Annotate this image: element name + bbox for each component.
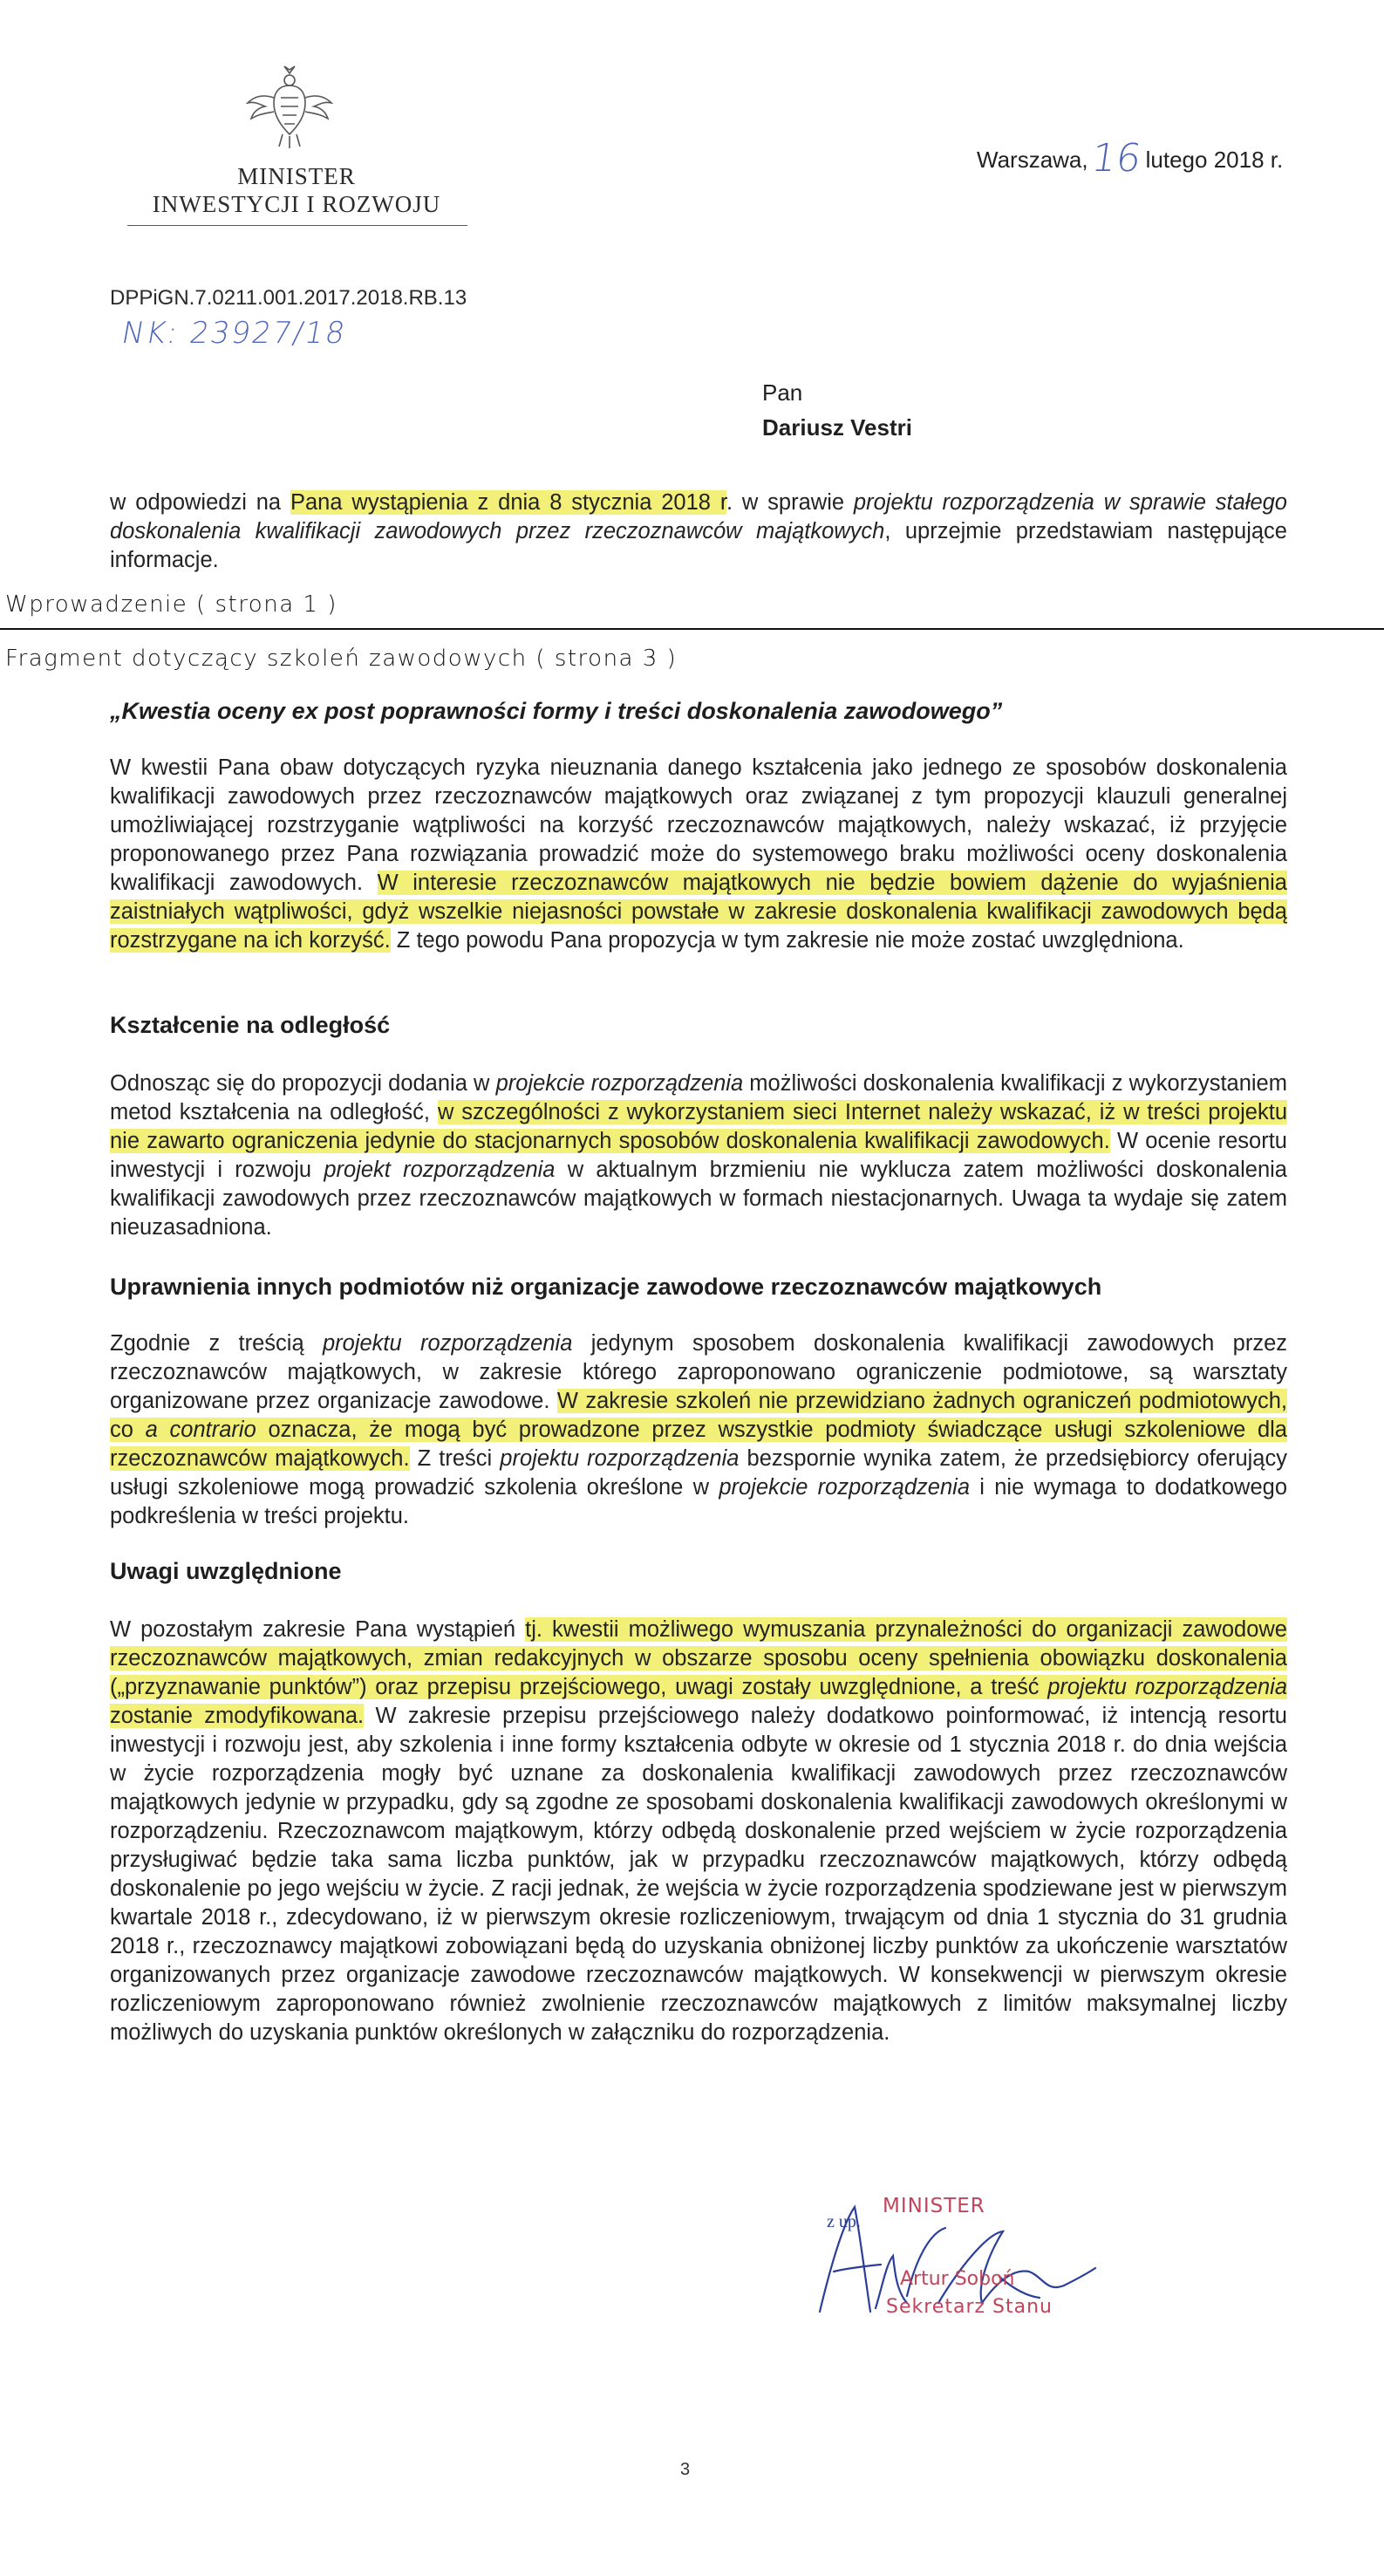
para-text: Odnosząc się do propozycji dodania w [110, 1071, 496, 1096]
annotation-fragment: Fragment dotyczący szkoleń zawodowych ( strona 3 ) [5, 646, 678, 672]
para-text: W pozostałym zakresie Pana wystąpień [110, 1617, 526, 1642]
heading-distance-learning: Kształcenie na odległość [110, 1012, 391, 1038]
paragraph-accepted-remarks [110, 1616, 1287, 2047]
para-text: W ocenie resortu inwestycji i rozwoju [110, 1129, 1287, 1182]
para-text: Z tego powodu Pana propozycja w tym zakresie nie może zostać uwzględniona. [390, 928, 1184, 953]
para-italic: projektu rozporządzenia [500, 1446, 740, 1471]
para-italic: projekcie rozporządzenia [495, 1071, 744, 1096]
letterhead-line1: MINISTER [237, 163, 356, 189]
letterhead-rule [127, 225, 467, 226]
intro-text: . w sprawie [726, 490, 854, 515]
quote-heading: „Kwestia oceny ex post poprawności formy i treści doskonalenia zawodowego” [110, 698, 1003, 724]
signature-stamp-name: Artur Soboń [900, 2268, 1015, 2290]
place-date-suffix: lutego 2018 r. [1145, 147, 1284, 173]
annotation-intro: Wprowadzenie ( strona 1 ) [5, 591, 337, 618]
signature-stamp-title: Sekretarz Stanu [886, 2296, 1053, 2318]
signature-stamp-minister: MINISTER [883, 2195, 985, 2217]
para-highlight-italic: a contrario [145, 1418, 256, 1442]
para-text: W kwestii Pana obaw dotyczących ryzyka nieuznania danego kształcenia jako jednego ze sposobów doskonalenia kwalifikacji zawodowych przez rzeczoznawców majątkowych oraz związanej z tym propozycji klauzuli generalnej umożliwiającej rozstrzyganie wątpliwości na korzyść rzeczoznawców majątkowych, należy wskazać, iż przyjęcie proponowanego przez Pana rozwiązania prowadzić może do systemowego braku możliwości oceny doskonalenia kwalifikacji zawodowych. [110, 755, 1287, 895]
place-date-prefix: Warszawa, [977, 147, 1088, 173]
handwritten-day: 16 [1088, 136, 1144, 181]
para-highlight: w szczególności z wykorzystaniem sieci Internet należy wskazać, iż w treści projektu nie zawarto ograniczenia jedynie do stacjonarnych sposobów doskonalenia kwalifikacji zawodowych. [110, 1100, 1288, 1153]
addressee-salutation: Pan [762, 379, 803, 406]
ministry-letterhead [113, 162, 480, 218]
signature-zup: z up. [827, 2212, 861, 2231]
eagle-emblem-icon [244, 63, 335, 150]
paragraph-ex-post [110, 754, 1287, 955]
paragraph-distance-learning [110, 1069, 1287, 1242]
intro-text: , uprzejmie przedstawiam następujące informacje. [110, 519, 1287, 572]
section-divider [0, 628, 1384, 630]
para-text: i nie wymaga to dodatkowego podkreślenia w treści projektu. [110, 1475, 1287, 1528]
heading-other-entities: Uprawnienia innych podmiotów niż organizacje zawodowe rzeczoznawców majątkowych [110, 1274, 1102, 1300]
para-italic: projekcie rozporządzenia [719, 1475, 971, 1500]
heading-accepted-remarks: Uwagi uwzględnione [110, 1558, 342, 1584]
para-text: bezspornie wynika zatem, że przedsiębiorcy oferujący usługi szkoleniowe mogą prowadzić szkolenia określone w [110, 1446, 1287, 1500]
place-date [977, 133, 1284, 181]
para-highlight-text: W zakresie szkoleń nie przewidziano żadnych ograniczeń podmiotowych, co [110, 1389, 1287, 1442]
para-highlight: W interesie rzeczoznawców majątkowych nie będzie bowiem dążenie do wyjaśnienia zaistniałych wątpliwości, gdyż wszelkie niejasności powstałe w zakresie doskonalenia kwalifikacji zawodowych będą rozstrzygane na ich korzyść. [110, 871, 1287, 953]
para-text: Zgodnie z treścią [110, 1331, 323, 1356]
registry-stamp: NK: 23927/18 [119, 316, 350, 351]
para-highlight-text: oznacza, że mogą być prowadzone przez wszystkie podmioty świadczące usługi szkoleniowe dla rzeczoznawców majątkowych. [110, 1418, 1287, 1471]
letterhead-line2: INWESTYCJI I ROZWOJU [152, 191, 441, 217]
para-text: w aktualnym brzmieniu nie wyklucza zatem możliwości doskonalenia kwalifikacji zawodowych przez rzeczoznawców majątkowych w formach niestacjonarnych. Uwaga ta wydaje się zatem nieuzasadniona. [110, 1158, 1287, 1240]
addressee [762, 375, 912, 445]
para-highlight-text: zostanie zmodyfikowana. [110, 1704, 365, 1728]
para-text: W zakresie przepisu przejściowego należy dodatkowo poinformować, iż intencją resortu inwestycji i rozwoju jest, aby szkolenia i inne formy kształcenia odbyte w okresie od 1 stycznia 2018 r. do dnia wejścia w życie rozporządzenia mogły być uznane za doskonalenia kwalifikacji zawodowych przez rzeczoznawców majątkowych jedynie w przypadku, gdy są zgodne ze sposobami doskonalenia kwalifikacji zawodowych określonymi w rozporządzeniu. Rzeczoznawcom majątkowym, którzy odbędą doskonalenie przed wejściem w życie rozporządzenia przysługiwać będzie taka sama liczba punktów, jak w przypadku rzeczoznawców majątkowych, którzy odbędą doskonalenie po jego wejściu w życie. Z racji jednak, że wejścia w życie rozporządzenia spodziewane jest w pierwszym kwartale 2018 r., zdecydowano, iż w pierwszym okresie rozliczeniowym, trwającym od dnia 1 stycznia do 31 grudnia 2018 r., rzeczoznawcy majątkowi zobowiązani będą do uzyskania obniżonej liczby punktów za ukończenie warsztatów organizowanych przez organizacje zawodowe rzeczoznawców majątkowych. W konsekwencji w pierwszym okresie rozliczeniowym zaproponowano również zwolnienie rzeczoznawców majątkowych z limitów maksymalnej liczby możliwych do uzyskania punktów określonych w załączniku do rozporządzenia. [110, 1704, 1287, 2045]
para-italic: projektu rozporządzenia [322, 1331, 573, 1356]
intro-paragraph [110, 489, 1287, 575]
para-text: Z treści [409, 1446, 501, 1471]
intro-text: w odpowiedzi na [110, 490, 290, 515]
para-text: możliwości doskonalenia kwalifikacji z wykorzystaniem metod kształcenia na odległość, [110, 1071, 1287, 1124]
page-number: 3 [680, 2460, 691, 2479]
addressee-name: Dariusz Vestri [762, 414, 912, 441]
paragraph-other-entities [110, 1329, 1287, 1531]
para-highlight-italic: projektu rozporządzenia [1047, 1675, 1287, 1699]
intro-highlight: Pana wystąpienia z dnia 8 stycznia 2018 r [290, 490, 726, 515]
para-italic: projekt rozporządzenia [324, 1158, 556, 1182]
para-text: jedynym sposobem doskonalenia kwalifikacji zawodowych przez rzeczoznawców majątkowych, w zakresie którego zaproponowano ograniczenie podmiotowe, są warsztaty organizowane przez organizacje zawodowe. [110, 1331, 1287, 1413]
para-highlight-text: tj. kwestii możliwego wymuszania przynależności do organizacji zawodowe rzeczoznawców majątkowych, zmian redakcyjnych w obszarze sposobu oceny spełnienia obowiązku doskonalenia („przyznawanie punktów”) oraz przepisu przejściowego, uwagi zostały uwzględnione, a treść [110, 1617, 1287, 1699]
intro-italic: projektu rozporządzenia w sprawie stałego doskonalenia kwalifikacji zawodowych przez rzeczoznawców majątkowych [110, 490, 1287, 543]
case-reference: DPPiGN.7.0211.001.2017.2018.RB.13 [110, 286, 467, 310]
